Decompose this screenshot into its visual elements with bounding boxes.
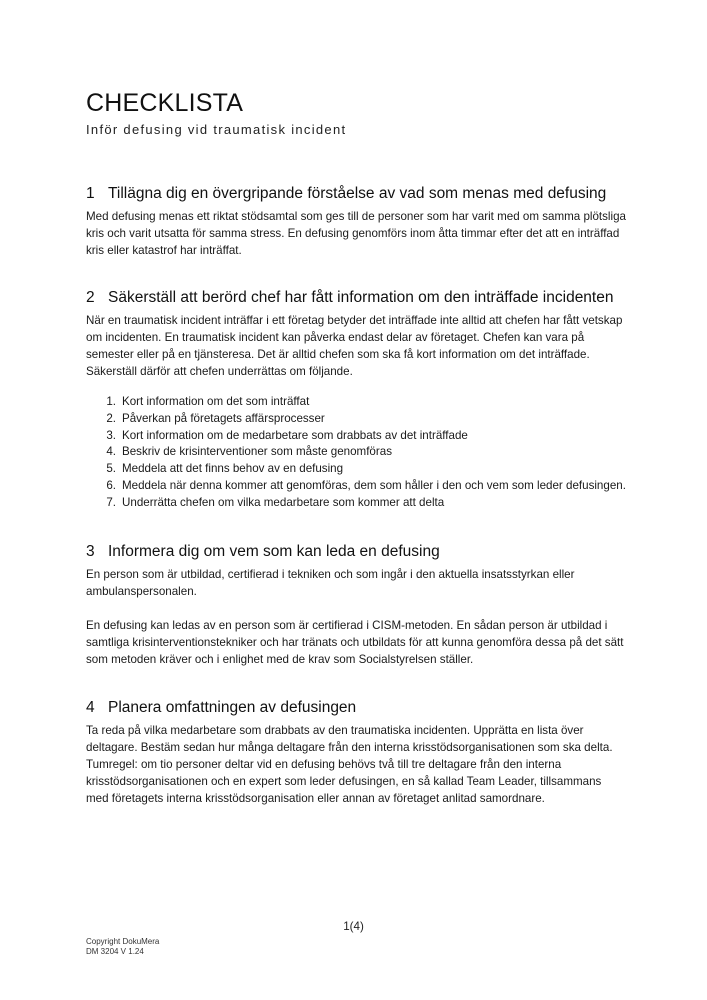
section-3 <box>86 542 626 668</box>
section-2 <box>86 288 626 512</box>
list-item <box>86 461 626 478</box>
list-item-text: Kort information om de medarbetare som drabbats av det inträffade <box>122 428 468 442</box>
list-item <box>86 428 626 445</box>
numbered-list <box>86 394 626 512</box>
list-item <box>86 478 626 495</box>
section-paragraph: När en traumatisk incident inträffar i ett företag betyder det inträffade inte alltid att chefen har fått vetskap om incidenten. En traumatisk incident kan påverka endast delar av företaget. Chefen kan vara på semester eller på en tjänsteresa. Det är alltid chefen som ska få kort information om det inträffade. Säkerställ därför att chefen underrättas om följande. <box>86 314 623 378</box>
list-item-number: 1. <box>106 395 116 408</box>
list-item-text: Meddela när denna kommer att genomföras, dem som håller i den och vem som leder defusingen. <box>122 478 626 492</box>
section-paragraph: En defusing kan ledas av en person som är certifierad i CISM-metoden. En sådan person är utbildad i samtliga krisinterventionstekniker och har tränats och utbildats för att kunna genomföra dessa på det sätt som metoden kräver och i enlighet med de krav som Socialstyrelsen ställer. <box>86 618 624 666</box>
list-item <box>86 495 626 512</box>
section-heading <box>86 288 626 308</box>
list-item <box>86 444 626 461</box>
list-item-number: 5. <box>106 462 116 476</box>
list-item-text: Underrätta chefen om vilka medarbetare som kommer att delta <box>122 495 445 509</box>
section-title: Planera omfattningen av defusingen <box>108 698 357 716</box>
copyright-text: Copyright DokuMera <box>86 937 160 946</box>
section-4 <box>86 698 626 807</box>
section-paragraph: En person som är utbildad, certifierad i tekniken och som ingår i den aktuella insatsstyrkan eller ambulanspersonalen. <box>86 567 575 598</box>
section-1 <box>86 184 626 259</box>
section-number: 4 <box>86 698 95 716</box>
footer-info <box>86 937 159 957</box>
section-paragraph: Med defusing menas ett riktat stödsamtal som ges till de personer som har varit med om samma plötsliga kris och varit utsatta för samma stress. En defusing genomförs inom åtta timmar efter det att en inträffad kris eller katastrof har inträffat. <box>86 210 626 257</box>
list-item <box>86 411 626 428</box>
list-item <box>86 394 626 411</box>
document-subtitle: Inför defusing vid traumatisk incident <box>86 122 347 137</box>
document-title: CHECKLISTA <box>86 89 244 117</box>
list-item-text: Kort information om det som inträffat <box>122 395 310 408</box>
section-heading <box>86 542 626 562</box>
section-paragraph: Ta reda på vilka medarbetare som drabbats av den traumatiska incidenten. Upprätta en lista över deltagare. Bestäm sedan hur många deltagare från den interna krisstödsorganisationen som ska delta. Tumregel: om tio personer deltar vid en defusing behövs två till tre deltagare från den interna krisstödsorganisationen och en expert som leder defusingen, en så kallad Team Leader, tillsammans med företagets interna krisstödsorganisation eller annan av företaget anlitad samordnare. <box>86 723 613 805</box>
section-heading <box>86 184 626 204</box>
section-number: 1 <box>86 185 95 202</box>
document-id: DM 3204 V 1.24 <box>86 947 144 956</box>
list-item-number: 2. <box>106 411 116 425</box>
document-page <box>86 88 626 807</box>
list-item-number: 7. <box>106 495 116 509</box>
list-item-number: 4. <box>106 445 116 459</box>
section-number: 2 <box>86 289 95 306</box>
list-item-text: Påverkan på företagets affärsprocesser <box>122 411 325 425</box>
section-title: Säkerställ att berörd chef har fått information om den inträffade incidenten <box>108 289 614 306</box>
section-title: Informera dig om vem som kan leda en defusing <box>108 542 440 560</box>
section-title: Tillägna dig en övergripande förståelse av vad som menas med defusing <box>108 185 607 202</box>
page-number: 1(4) <box>343 920 364 933</box>
list-item-text: Beskriv de krisinterventioner som måste genomföras <box>122 445 392 459</box>
section-number: 3 <box>86 542 95 560</box>
section-heading <box>86 698 626 718</box>
list-item-number: 6. <box>106 478 116 492</box>
list-item-text: Meddela att det finns behov av en defusing <box>122 462 344 476</box>
list-item-number: 3. <box>106 428 116 442</box>
